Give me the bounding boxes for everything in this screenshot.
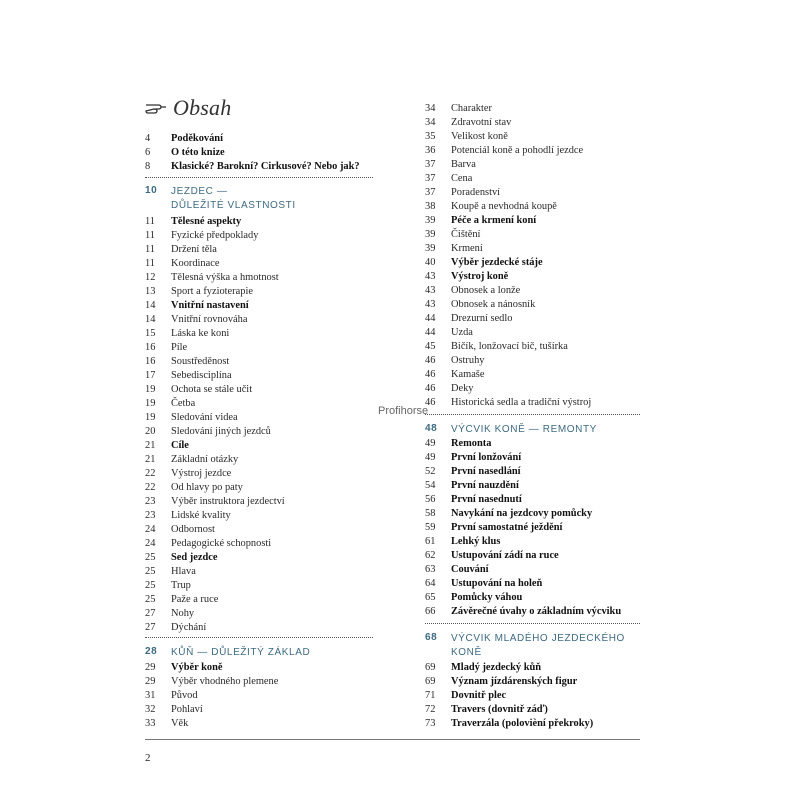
- toc-entry: [145, 243, 373, 257]
- entry-page-number: 56: [425, 494, 436, 505]
- entry-page-number: 71: [425, 690, 436, 701]
- toc-entry: [145, 481, 373, 495]
- entry-page-number: 39: [425, 215, 436, 226]
- entry-title: První nasednutí: [451, 494, 522, 505]
- section-page-number: 28: [145, 646, 158, 657]
- section-title-line: DŮLEŽITÉ VLASTNOSTI: [171, 200, 296, 211]
- entry-title: První lonžování: [451, 452, 522, 463]
- entries-remonty: [425, 437, 640, 619]
- entry-title: Od hlavy po paty: [171, 482, 243, 493]
- entry-title: Kamaše: [451, 369, 485, 380]
- entry-page-number: 29: [145, 662, 156, 673]
- page-number: 2: [145, 752, 151, 764]
- entry-title: Trup: [171, 580, 191, 591]
- toc-entry: [145, 717, 373, 731]
- toc-entry: [425, 493, 640, 507]
- toc-entry: [425, 158, 640, 172]
- toc-entry: [425, 242, 640, 256]
- section-title: [451, 423, 597, 437]
- dotted-divider: [425, 414, 640, 415]
- entry-title: Barva: [451, 159, 476, 170]
- entry-page-number: 21: [145, 440, 156, 451]
- section-title-line: KONĚ: [451, 647, 482, 658]
- entries-kun: [145, 661, 373, 731]
- entry-title: Pohlaví: [171, 704, 203, 715]
- entry-title: Ustupování na holeň: [451, 578, 543, 589]
- toc-entry: [425, 605, 640, 619]
- entry-title: Remonta: [451, 438, 492, 449]
- entry-page-number: 46: [425, 355, 436, 366]
- toc-entry: [425, 186, 640, 200]
- entry-title: Držení těla: [171, 244, 217, 255]
- section-page-number: 48: [425, 423, 438, 434]
- entry-title: Dýchání: [171, 622, 207, 633]
- entry-title: Koupě a nevhodná koupě: [451, 201, 557, 212]
- entry-title: Travers (dovnitř záď): [451, 704, 548, 715]
- entry-page-number: 27: [145, 608, 156, 619]
- entry-title: Sport a fyzioterapie: [171, 286, 253, 297]
- toc-entry: [425, 563, 640, 577]
- entry-title: Mladý jezdecký kůň: [451, 662, 542, 673]
- toc-entry: [145, 607, 373, 621]
- entry-page-number: 11: [145, 258, 156, 269]
- entry-page-number: 11: [145, 216, 156, 227]
- toc-entry: [425, 479, 640, 493]
- entry-page-number: 62: [425, 550, 436, 561]
- toc-entry: [425, 661, 640, 675]
- toc-entry: [425, 717, 640, 731]
- section-page-number: 68: [425, 632, 438, 643]
- entry-page-number: 6: [145, 147, 151, 158]
- entry-title: Pedagogické schopnosti: [171, 538, 272, 549]
- dotted-divider: [145, 637, 373, 638]
- entry-page-number: 44: [425, 327, 436, 338]
- entry-page-number: 72: [425, 704, 436, 715]
- toc-entry: [145, 160, 373, 174]
- toc-entry: [425, 228, 640, 242]
- toc-entry: [425, 172, 640, 186]
- entry-title: Sed jezdce: [171, 552, 218, 563]
- entry-title: Láska ke koni: [171, 328, 230, 339]
- entry-page-number: 25: [145, 594, 156, 605]
- page-title: Obsah: [173, 95, 232, 120]
- entry-title: Věk: [171, 718, 189, 729]
- entry-title: Lehký klus: [451, 536, 501, 547]
- entry-page-number: 21: [145, 454, 156, 465]
- entry-title: Couvání: [451, 564, 489, 575]
- entry-title: O této knize: [171, 147, 225, 158]
- toc-entry: [145, 537, 373, 551]
- toc-entry: [425, 535, 640, 549]
- toc-entry: [425, 703, 640, 717]
- entry-page-number: 14: [145, 314, 156, 325]
- entry-page-number: 12: [145, 272, 156, 283]
- toc-entry: [145, 439, 373, 453]
- entry-title: Výstroj koně: [451, 271, 509, 282]
- entry-page-number: 46: [425, 397, 436, 408]
- entry-page-number: 66: [425, 606, 436, 617]
- toc-entry: [425, 116, 640, 130]
- entry-title: Nohy: [171, 608, 195, 619]
- entry-page-number: 11: [145, 230, 156, 241]
- entry-title: Traverzála (polovièní překroky): [451, 718, 594, 729]
- entry-page-number: 63: [425, 564, 436, 575]
- entry-page-number: 59: [425, 522, 436, 533]
- section-heading-mlady-kun: [425, 632, 640, 660]
- entry-title: Vnitřní rovnováha: [171, 314, 248, 325]
- entry-title: Velikost koně: [451, 131, 508, 142]
- toc-entry: [425, 521, 640, 535]
- entry-title: Zdravotní stav: [451, 117, 512, 128]
- toc-entry: [425, 270, 640, 284]
- entry-page-number: 8: [145, 161, 151, 172]
- entry-title: Klasické? Barokní? Cirkusové? Nebo jak?: [171, 161, 360, 172]
- entry-title: Výběr jezdecké stáje: [451, 257, 543, 268]
- entry-title: Péče a krmení koní: [451, 215, 537, 226]
- entry-page-number: 52: [425, 466, 436, 477]
- entry-page-number: 37: [425, 159, 436, 170]
- toc-entry: [425, 102, 640, 116]
- entry-page-number: 58: [425, 508, 436, 519]
- entry-title: Obnosek a lonže: [451, 285, 521, 296]
- entry-title: První nasedlání: [451, 466, 521, 477]
- entry-page-number: 69: [425, 662, 436, 673]
- entry-title: Sledování videa: [171, 412, 238, 423]
- toc-entry: [145, 355, 373, 369]
- entry-page-number: 45: [425, 341, 436, 352]
- toc-entry: [145, 229, 373, 243]
- entry-title: Četba: [171, 398, 196, 409]
- toc-entry: [425, 354, 640, 368]
- entry-page-number: 17: [145, 370, 156, 381]
- toc-entry: [425, 312, 640, 326]
- toc-entry: [145, 551, 373, 565]
- watermark: Profihorse: [378, 405, 429, 417]
- entries-kun-continued: [425, 102, 640, 410]
- entry-title: Čištění: [451, 229, 481, 240]
- entry-page-number: 29: [145, 676, 156, 687]
- toc-entry: [145, 341, 373, 355]
- entry-page-number: 43: [425, 271, 436, 282]
- entry-title: Základní otázky: [171, 454, 239, 465]
- section-title: [171, 185, 296, 213]
- toc-entry: [425, 130, 640, 144]
- entry-title: Paže a ruce: [171, 594, 219, 605]
- toc-entry: [145, 313, 373, 327]
- entry-page-number: 31: [145, 690, 156, 701]
- entry-title: Hlava: [171, 566, 196, 577]
- entry-title: Drezurní sedlo: [451, 313, 513, 324]
- section-title-line: JEZDEC —: [171, 186, 228, 197]
- entry-page-number: 14: [145, 300, 156, 311]
- entry-title: Tělesná výška a hmotnost: [171, 272, 279, 283]
- entry-title: Cena: [451, 173, 473, 184]
- toc-entry: [145, 593, 373, 607]
- toc-entry: [425, 591, 640, 605]
- toc-entry: [145, 299, 373, 313]
- entry-page-number: 15: [145, 328, 156, 339]
- toc-entry: [145, 621, 373, 635]
- entry-page-number: 22: [145, 468, 156, 479]
- entry-title: Navykání na jezdcovy pomůcky: [451, 508, 593, 519]
- toc-entry: [145, 271, 373, 285]
- entry-title: Původ: [171, 690, 198, 701]
- toc-entry: [145, 285, 373, 299]
- entry-title: Fyzické předpoklady: [171, 230, 259, 241]
- entry-title: Výstroj jezdce: [171, 468, 232, 479]
- toc-entry: [425, 144, 640, 158]
- entry-title: Poděkování: [171, 133, 223, 144]
- entry-title: Soustředěnost: [171, 356, 230, 367]
- toc-entry: [145, 397, 373, 411]
- entry-title: Výběr instruktora jezdectví: [171, 496, 285, 507]
- toc-entry: [425, 200, 640, 214]
- entry-page-number: 46: [425, 383, 436, 394]
- entry-page-number: 44: [425, 313, 436, 324]
- pointing-hand-icon: [145, 101, 167, 115]
- toc-entry: [425, 326, 640, 340]
- toc-entry: [145, 509, 373, 523]
- entry-page-number: 34: [425, 117, 436, 128]
- entry-page-number: 25: [145, 566, 156, 577]
- section-title-line: KŮŇ — DŮLEŽITÝ ZÁKLAD: [171, 647, 311, 658]
- toc-entry: [425, 465, 640, 479]
- toc-entry: [145, 369, 373, 383]
- entry-title: Ochota se stále učit: [171, 384, 253, 395]
- entry-title: Vnitřní nastavení: [171, 300, 249, 311]
- toc-entry: [145, 689, 373, 703]
- entry-title: Tělesné aspekty: [171, 216, 242, 227]
- toc-entry: [145, 411, 373, 425]
- entry-title: Deky: [451, 383, 474, 394]
- toc-entry: [145, 425, 373, 439]
- entry-page-number: 25: [145, 580, 156, 591]
- entry-page-number: 38: [425, 201, 436, 212]
- section-title: [451, 632, 625, 660]
- entry-page-number: 4: [145, 133, 151, 144]
- intro-list: [145, 132, 373, 174]
- toc-entry: [425, 214, 640, 228]
- entry-page-number: 40: [425, 257, 436, 268]
- entry-title: První nauzdění: [451, 480, 519, 491]
- section-heading: [425, 632, 640, 660]
- toc-entry: [425, 382, 640, 396]
- section-heading: [145, 185, 373, 213]
- entry-title: Potenciál koně a pohodlí jezdce: [451, 145, 584, 156]
- section-title: [171, 646, 310, 660]
- entry-title: Dovnitř plec: [451, 690, 507, 701]
- toc-entry: [425, 256, 640, 270]
- section-heading: [145, 646, 373, 660]
- toc-entry: [145, 579, 373, 593]
- entry-page-number: 46: [425, 369, 436, 380]
- toc-entry: [425, 451, 640, 465]
- toc-entry: [425, 689, 640, 703]
- toc-entry: [145, 523, 373, 537]
- entry-title: Význam jízdárenských figur: [451, 676, 578, 687]
- entry-page-number: 39: [425, 243, 436, 254]
- entry-title: Obnosek a nánosník: [451, 299, 536, 310]
- entry-page-number: 25: [145, 552, 156, 563]
- entry-title: Lidské kvality: [171, 510, 231, 521]
- section-heading-jezdec: [145, 185, 373, 213]
- entry-page-number: 36: [425, 145, 436, 156]
- entry-page-number: 32: [145, 704, 156, 715]
- toc-entry: [145, 703, 373, 717]
- toc-entry: [425, 437, 640, 451]
- entry-page-number: 65: [425, 592, 436, 603]
- entry-page-number: 37: [425, 187, 436, 198]
- toc-entry: [425, 507, 640, 521]
- entry-page-number: 54: [425, 480, 436, 491]
- entry-page-number: 61: [425, 536, 436, 547]
- toc-entry: [145, 495, 373, 509]
- toc-entry: [145, 467, 373, 481]
- toc-entry: [145, 383, 373, 397]
- toc-entry: [425, 675, 640, 689]
- entry-title: První samostatné ježdění: [451, 522, 563, 533]
- entry-page-number: 11: [145, 244, 156, 255]
- toc-entry: [425, 577, 640, 591]
- entry-title: Poradenství: [451, 187, 501, 198]
- entry-page-number: 73: [425, 718, 436, 729]
- toc-entry: [425, 340, 640, 354]
- entry-page-number: 34: [425, 103, 436, 114]
- toc-entry: [145, 453, 373, 467]
- toc-entry: [425, 284, 640, 298]
- toc-entry: [145, 675, 373, 689]
- entry-page-number: 33: [145, 718, 156, 729]
- entry-page-number: 16: [145, 342, 156, 353]
- toc-entry: [425, 298, 640, 312]
- entry-page-number: 13: [145, 286, 156, 297]
- dotted-divider: [145, 177, 373, 178]
- section-heading: [425, 423, 640, 437]
- toc-entry: [145, 565, 373, 579]
- entry-title: Sledování jiných jezdců: [171, 426, 271, 437]
- toc-entry: [145, 132, 373, 146]
- entry-page-number: 49: [425, 438, 436, 449]
- toc-entry: [145, 327, 373, 341]
- toc-entry: [145, 215, 373, 229]
- entry-page-number: 16: [145, 356, 156, 367]
- entry-page-number: 69: [425, 676, 436, 687]
- toc-entry: [145, 257, 373, 271]
- entry-page-number: 19: [145, 398, 156, 409]
- entry-page-number: 27: [145, 622, 156, 633]
- entry-page-number: 23: [145, 510, 156, 521]
- entry-title: Koordinace: [171, 258, 220, 269]
- entry-page-number: 19: [145, 384, 156, 395]
- entry-title: Ustupování zádí na ruce: [451, 550, 559, 561]
- entry-page-number: 24: [145, 538, 156, 549]
- entry-page-number: 37: [425, 173, 436, 184]
- title-row: [145, 93, 231, 123]
- entries-jezdec: [145, 215, 373, 635]
- entry-page-number: 43: [425, 299, 436, 310]
- entry-page-number: 39: [425, 229, 436, 240]
- entry-page-number: 35: [425, 131, 436, 142]
- entry-page-number: 20: [145, 426, 156, 437]
- entry-page-number: 64: [425, 578, 436, 589]
- toc-entry: [145, 661, 373, 675]
- entry-page-number: 19: [145, 412, 156, 423]
- entry-page-number: 49: [425, 452, 436, 463]
- section-page-number: 10: [145, 185, 158, 196]
- entry-title: Krmení: [451, 243, 483, 254]
- toc-entry: [425, 368, 640, 382]
- entry-title: Uzda: [451, 327, 473, 338]
- bottom-rule: [145, 739, 640, 740]
- entry-title: Závěrečné úvahy o základním výcviku: [451, 606, 622, 617]
- section-title-line: VÝCVIK KONĚ — REMONTY: [451, 424, 597, 435]
- entry-title: Výběr vhodného plemene: [171, 676, 279, 687]
- entry-title: Odbornost: [171, 524, 215, 535]
- entry-title: Charakter: [451, 103, 492, 114]
- entry-title: Sebedisciplína: [171, 370, 232, 381]
- entry-page-number: 24: [145, 524, 156, 535]
- toc-entry: [425, 549, 640, 563]
- entry-page-number: 43: [425, 285, 436, 296]
- dotted-divider: [425, 623, 640, 624]
- section-heading-remonty: [425, 423, 640, 437]
- entry-title: Cíle: [171, 440, 189, 451]
- entry-title: Výběr koně: [171, 662, 223, 673]
- entry-title: Ostruhy: [451, 355, 485, 366]
- entries-mlady-kun: [425, 661, 640, 731]
- entry-title: Píle: [171, 342, 188, 353]
- section-heading-kun: [145, 646, 373, 660]
- toc-entry: [145, 146, 373, 160]
- entry-page-number: 23: [145, 496, 156, 507]
- entry-title: Historická sedla a tradiční výstroj: [451, 397, 592, 408]
- toc-entry: [425, 396, 640, 410]
- entry-title: Bičík, lonžovací bič, tušírka: [451, 341, 568, 352]
- section-title-line: VÝCVIK MLADÉHO JEZDECKÉHO: [451, 633, 625, 644]
- entry-title: Pomůcky váhou: [451, 592, 523, 603]
- entry-page-number: 22: [145, 482, 156, 493]
